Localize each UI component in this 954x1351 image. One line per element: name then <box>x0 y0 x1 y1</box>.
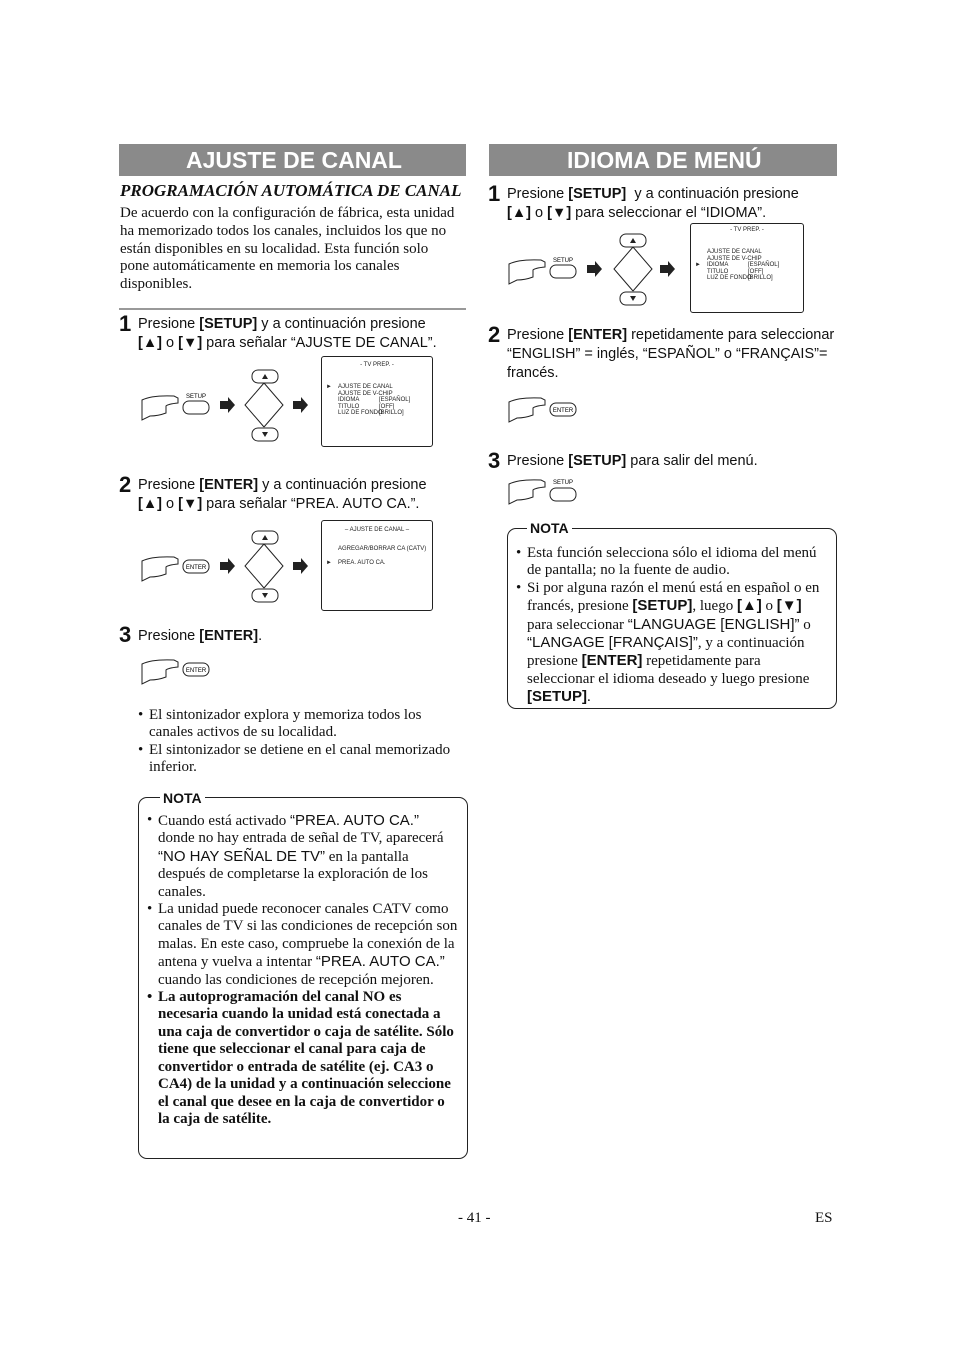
step-text: o <box>531 205 548 221</box>
hand-icon <box>142 396 178 420</box>
list-item <box>147 812 459 901</box>
down-key: [▼] <box>178 496 203 512</box>
up-key: [▲] <box>736 597 762 615</box>
step-text: Presione <box>138 628 200 644</box>
note-text: o <box>761 598 777 615</box>
remote-diagram-r2 <box>505 394 585 428</box>
setup-key-label: SETUP <box>552 480 574 486</box>
step-text: Presione <box>507 186 569 202</box>
note-text: Si por alguna razón el menú está en español o en francés, presione <box>527 579 820 615</box>
arrow-icon <box>587 261 602 277</box>
step-number: 3 <box>119 622 132 647</box>
note-text: donde no hay entrada de señal de TV, aparecerá <box>158 830 444 847</box>
screen-menu-tv-prep-right <box>690 223 804 313</box>
up-key: [▲] <box>138 496 163 512</box>
menu-item: IDIOMA <box>707 262 729 269</box>
divider <box>119 308 466 310</box>
step-text: Presione <box>507 327 569 343</box>
enter-key-label: ENTER <box>552 408 574 414</box>
remote-diagram-1 <box>138 368 318 443</box>
enter-key-label: ENTER <box>185 668 207 674</box>
step-text: Presione <box>507 453 569 469</box>
list-item <box>516 580 828 707</box>
hand-icon <box>142 660 178 684</box>
menu-title: - TV PREP. - <box>360 362 394 368</box>
screen-menu-tv-prep <box>321 356 433 447</box>
hand-icon <box>509 260 545 284</box>
step-text: Presione <box>138 316 200 332</box>
note-text: , y a continuación presione <box>527 635 805 670</box>
enter-key: [ENTER] <box>581 652 643 670</box>
note-label: NOTA <box>160 790 205 806</box>
banner-title: IDIOMA DE MENÚ <box>567 147 762 173</box>
note-label: NOTA <box>527 520 572 536</box>
enter-key: [ENTER] <box>199 628 259 644</box>
note-text: , luego <box>692 598 737 615</box>
step-2-text <box>507 326 837 383</box>
note-text: La autoprogramación del canal NO es necesaria cuando la unidad está conectada a una caja de convertidor o caja de satélite. Sólo tiene que seleccionar el canal para caja de convertidor o entrada de satélite (ej. CA3 o CA4) de la unidad y a continuación seleccione el canal que desee en la caja de convertidor o la caja de satélite. <box>158 989 454 1127</box>
step-number: 2 <box>488 322 501 347</box>
menu-item: TITULO <box>707 268 729 275</box>
result-bullets <box>138 707 463 777</box>
diamond-icon <box>245 383 264 427</box>
menu-value: [OFF] <box>748 268 764 275</box>
list-item <box>147 901 459 989</box>
step-2-text <box>138 476 468 514</box>
menu-item: AJUSTE DE CANAL <box>707 249 762 255</box>
remote-diagram-r3 <box>505 474 585 510</box>
diamond-icon <box>264 544 283 588</box>
list-item: • El sintonizador se detiene en el canal memorizado inferior. <box>138 742 463 777</box>
menu-value: [OFF] <box>379 403 395 410</box>
step-text: para salir del menú. <box>626 453 758 469</box>
enter-key: [ENTER] <box>568 327 628 343</box>
menu-value: [BRILLO] <box>748 275 773 282</box>
note-text: Cuando está activado <box>158 813 291 829</box>
note-text: . <box>587 689 591 706</box>
setup-key: [SETUP] <box>199 316 258 332</box>
setup-key-icon <box>550 488 576 501</box>
menu-cursor: ► <box>326 384 332 390</box>
step-text: para señalar “AJUSTE DE CANAL”. <box>202 335 437 351</box>
setup-key: [SETUP] <box>568 186 627 202</box>
list-item: • El sintonizador explora y memoriza todos los canales activos de su localidad. <box>138 707 463 742</box>
step-1-text <box>138 315 468 353</box>
setup-key-label: SETUP <box>185 394 207 400</box>
remote-diagram-2 <box>138 529 318 604</box>
menu-cursor: ► <box>695 262 701 269</box>
setup-key: [SETUP] <box>632 597 693 615</box>
enter-key: [ENTER] <box>199 477 259 493</box>
step-text: Presione <box>138 477 200 493</box>
note-text: La unidad puede reconocer canales CATV como canales de TV si las condiciones de recepción son malas. En este caso, compruebe la conexión de la antena y vuelva a intentar <box>158 901 458 971</box>
step-3-text <box>138 627 262 646</box>
intro-paragraph: De acuerdo con la configuración de fábrica, esta unidad ha memorizado todos los canales, incluidos los que no están disponibles en su localidad. Esta función solo pone automáticamente en memoria los canales disponibles. <box>120 205 455 293</box>
menu-title: - TV PREP. - <box>730 227 764 233</box>
arrow-icon <box>293 558 308 574</box>
step-number: 1 <box>119 311 132 336</box>
note-text: en la pantalla después de completarse la exploración de los canales. <box>158 848 428 900</box>
menu-item: AGREGAR/BORRAR CA (CATV) <box>338 546 427 552</box>
step-text: o <box>162 335 179 351</box>
menu-item: PREA. AUTO CA. <box>338 560 386 566</box>
note-text: para seleccionar <box>527 616 628 633</box>
arrow-icon <box>293 397 308 413</box>
menu-value: [BRILLO] <box>379 410 404 417</box>
step-3-text <box>507 452 837 471</box>
ui-term: “PREA. AUTO CA.” <box>290 812 419 829</box>
down-key: [▼] <box>547 205 572 221</box>
menu-title: – AJUSTE DE CANAL – <box>344 527 410 533</box>
subheading: PROGRAMACIÓN AUTOMÁTICA DE CANAL <box>120 181 462 200</box>
menu-item: LUZ DE FONDO <box>338 410 383 417</box>
down-key: [▼] <box>776 597 802 615</box>
list-item <box>147 989 459 1128</box>
step-number: 2 <box>119 472 132 497</box>
down-key: [▼] <box>178 335 203 351</box>
menu-item: LUZ DE FONDO <box>707 275 752 282</box>
menu-item: AJUSTE DE V-CHIP <box>707 255 762 262</box>
step-number: 3 <box>488 448 501 473</box>
remote-diagram-3 <box>138 656 218 690</box>
setup-key-icon <box>183 401 209 414</box>
note-text: o <box>799 616 811 633</box>
step-text: . <box>258 628 263 644</box>
banner-title: AJUSTE DE CANAL <box>186 147 402 173</box>
diamond-icon <box>614 247 633 291</box>
hand-icon <box>509 398 545 422</box>
arrow-icon <box>220 397 235 413</box>
arrow-icon <box>660 261 675 277</box>
page-number: - 41 - <box>458 1210 491 1226</box>
step-text: para seleccionar el “IDIOMA”. <box>571 205 767 221</box>
step-number: 1 <box>488 181 501 206</box>
step-text: o <box>162 496 179 512</box>
diamond-icon <box>245 544 264 588</box>
hand-icon <box>509 480 545 504</box>
ui-term: “LANGAGE [FRANÇAIS]” <box>527 634 698 652</box>
section-banner-ajuste-de-canal <box>119 144 466 176</box>
language-code: ES <box>815 1210 833 1226</box>
menu-value: [ESPAÑOL] <box>379 397 411 404</box>
menu-item: AJUSTE DE V-CHIP <box>338 390 393 397</box>
diamond-icon <box>633 247 652 291</box>
setup-key-label: SETUP <box>552 258 574 264</box>
step-text: para señalar “PREA. AUTO CA.”. <box>202 496 420 512</box>
section-banner-idioma-de-menu <box>489 144 837 176</box>
ui-term: “PREA. AUTO CA.” <box>315 953 445 971</box>
diamond-icon <box>264 383 283 427</box>
menu-item: TITULO <box>338 403 360 410</box>
up-key: [▲] <box>138 335 163 351</box>
screen-menu-ajuste-de-canal <box>321 520 433 611</box>
step-text: y a continuación presione <box>257 316 426 332</box>
note-text: cuando las condiciones de recepción mejoren. <box>158 971 434 988</box>
note-bullets <box>516 545 828 707</box>
step-text: y a continuación presione <box>626 186 799 202</box>
menu-item: AJUSTE DE CANAL <box>338 384 393 390</box>
note-bullets <box>147 812 459 1128</box>
menu-item: IDIOMA <box>338 397 360 404</box>
setup-key-icon <box>550 265 576 278</box>
ui-term: “NO HAY SEÑAL DE TV” <box>158 847 325 865</box>
remote-diagram-r1 <box>505 232 685 307</box>
hand-icon <box>142 557 178 581</box>
setup-key: [SETUP] <box>527 688 587 706</box>
note-text: repetidamente para seleccionar el idioma deseado y luego presione <box>527 653 810 687</box>
enter-key-label: ENTER <box>185 565 207 571</box>
ui-term: “LANGUAGE [ENGLISH]” <box>627 615 800 633</box>
arrow-icon <box>220 558 235 574</box>
step-1-text <box>507 185 837 223</box>
list-item: • Esta función selecciona sólo el idioma del menú de pantalla; no la fuente de audio. <box>516 545 828 580</box>
menu-cursor: ► <box>326 560 332 566</box>
step-text: repetidamente para seleccionar “ENGLISH” = inglés, “ESPAÑOL” o “FRANÇAIS”= francés. <box>507 327 835 381</box>
up-key: [▲] <box>507 205 532 221</box>
menu-value: [ESPAÑOL] <box>748 262 780 269</box>
setup-key: [SETUP] <box>568 453 627 469</box>
step-text: y a continuación presione <box>258 477 427 493</box>
